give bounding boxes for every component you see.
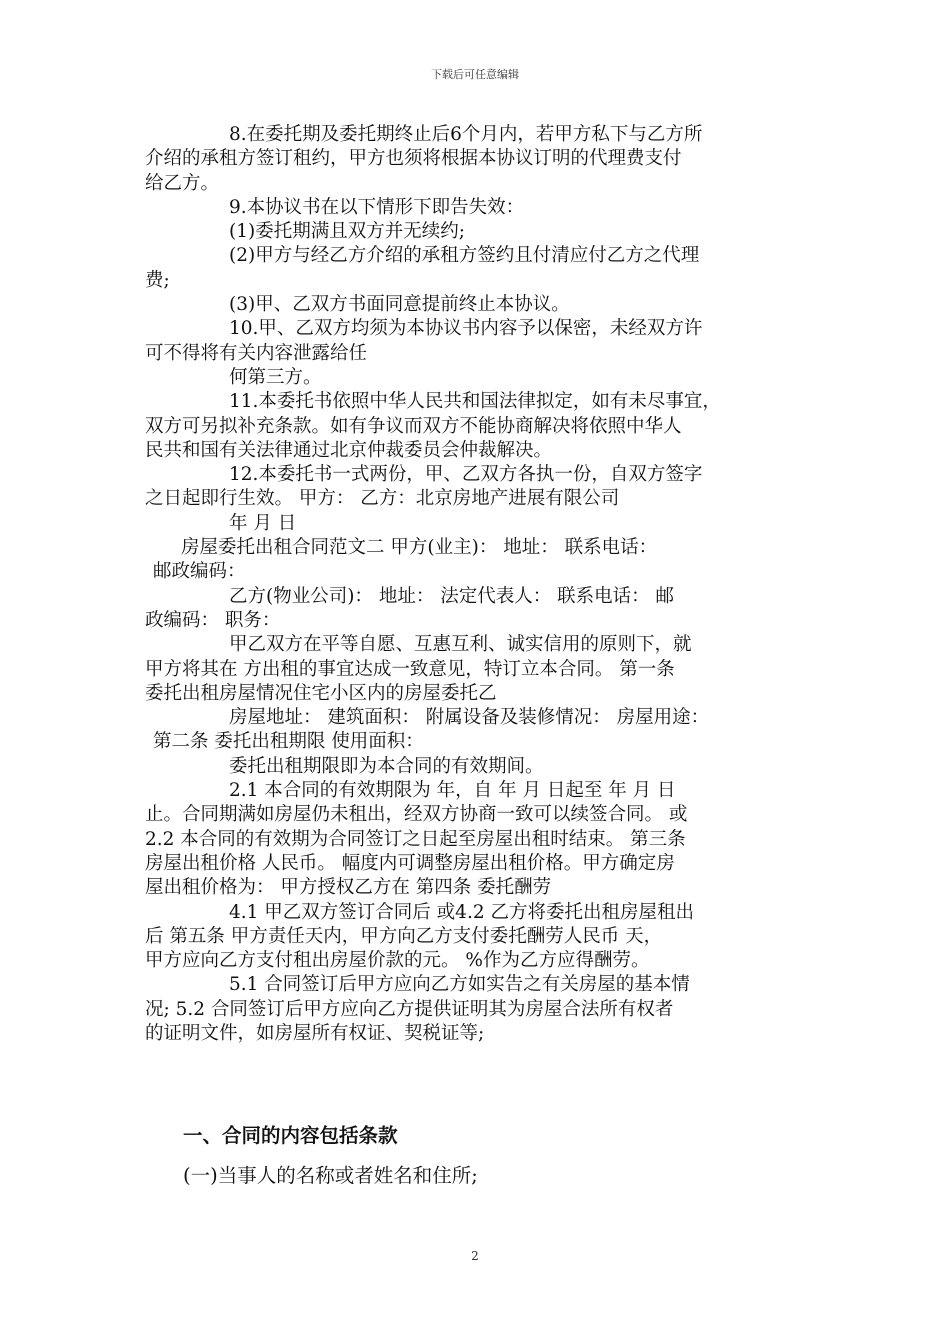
text-line: 5.1 合同签订后甲方应向乙方如实告之有关房屋的基本情: [229, 974, 690, 996]
text-line: 2.1 本合同的有效期限为 年，自 年 月 日起至 年 月 日: [229, 780, 676, 802]
section-heading: 一、合同的内容包括条款: [183, 1124, 398, 1147]
text-line: 何第三方。: [229, 366, 322, 388]
text-line: 屋出租价格为： 甲方授权乙方在 第四条 委托酬劳: [145, 877, 552, 899]
text-line: 费;: [145, 269, 170, 291]
text-line: 房屋出租价格 人民币。 幅度内可调整房屋出租价格。甲方确定房: [145, 852, 675, 874]
text-line: (1)委托期满且双方并无续约;: [229, 221, 465, 243]
text-line: 2.2 本合同的有效期为合同签订之日起至房屋出租时结束。 第三条: [145, 828, 686, 850]
text-line: 邮政编码：: [153, 561, 246, 583]
text-line: 9.本协议书在以下情形下即告失效：: [229, 196, 525, 218]
text-line: 后 第五条 甲方责任天内，甲方向乙方支付委托酬劳人民币 天，: [145, 925, 663, 947]
section-item: (一)当事人的名称或者姓名和住所;: [183, 1164, 478, 1187]
text-line: 给乙方。: [145, 172, 220, 194]
document-body: [145, 123, 810, 1046]
text-line: 年 月 日: [229, 512, 297, 534]
text-line: 甲乙双方在平等自愿、互惠互利、诚实信用的原则下，就: [229, 634, 692, 656]
text-line: 房屋地址： 建筑面积： 附属设备及装修情况： 房屋用途：: [229, 707, 710, 729]
text-line: 介绍的承租方签订租约，甲方也须将根据本协议订明的代理费支付: [145, 148, 682, 170]
text-line: 之日起即行生效。 甲方： 乙方：北京房地产进展有限公司: [145, 488, 620, 510]
text-line: 政编码： 职务：: [145, 609, 281, 631]
text-line: 甲方将其在 方出租的事宜达成一致意见，特订立本合同。 第一条: [145, 658, 675, 680]
text-line: 可不得将有关内容泄露给任: [145, 342, 368, 364]
text-line: 况; 5.2 合同签订后甲方应向乙方提供证明其为房屋合法所有权者: [145, 998, 674, 1020]
page-header: 下载后可任意编辑: [431, 68, 519, 81]
text-line: 止。合同期满如房屋仍未租出，经双方协商一致可以续签合同。 或: [145, 804, 688, 826]
text-line: 的证明文件，如房屋所有权证、契税证等;: [145, 1022, 485, 1044]
text-line: (3)甲、乙双方书面同意提前终止本协议。: [229, 294, 570, 316]
text-line: (2)甲方与经乙方介绍的承租方签约且付清应付乙方之代理: [229, 245, 700, 267]
text-line: 8.在委托期及委托期终止后6个月内，若甲方私下与乙方所: [229, 124, 703, 145]
text-line: 委托出租房屋情况住宅小区内的房屋委托乙: [145, 682, 497, 704]
text-line: 10.甲、乙双方均须为本协议书内容予以保密，未经双方许: [229, 318, 703, 340]
page-number: 2: [471, 1249, 479, 1263]
text-line: 房屋委托出租合同范文二 甲方(业主)： 地址： 联系电话：: [181, 537, 658, 559]
text-line: 民共和国有关法律通过北京仲裁委员会仲裁解决。: [145, 439, 553, 461]
text-line: 12.本委托书一式两份，甲、乙双方各执一份，自双方签字: [229, 464, 703, 486]
text-line: 甲方应向乙方支付租出房屋价款的元。 %作为乙方应得酬劳。: [145, 950, 650, 972]
text-line: 第二条 委托出租期限 使用面积：: [153, 731, 424, 753]
text-line: 委托出租期限即为本合同的有效期间。: [229, 755, 544, 777]
text-line: 11.本委托书依照中华人民共和国法律拟定，如有未尽事宜，: [229, 391, 721, 413]
text-line: 乙方(物业公司)： 地址： 法定代表人： 联系电话： 邮: [229, 585, 674, 607]
text-line: 4.1 甲乙双方签订合同后 或4.2 乙方将委托出租房屋租出: [229, 901, 694, 923]
text-line: 双方可另拟补充条款。如有争议而双方不能协商解决将依照中华人: [145, 415, 682, 437]
